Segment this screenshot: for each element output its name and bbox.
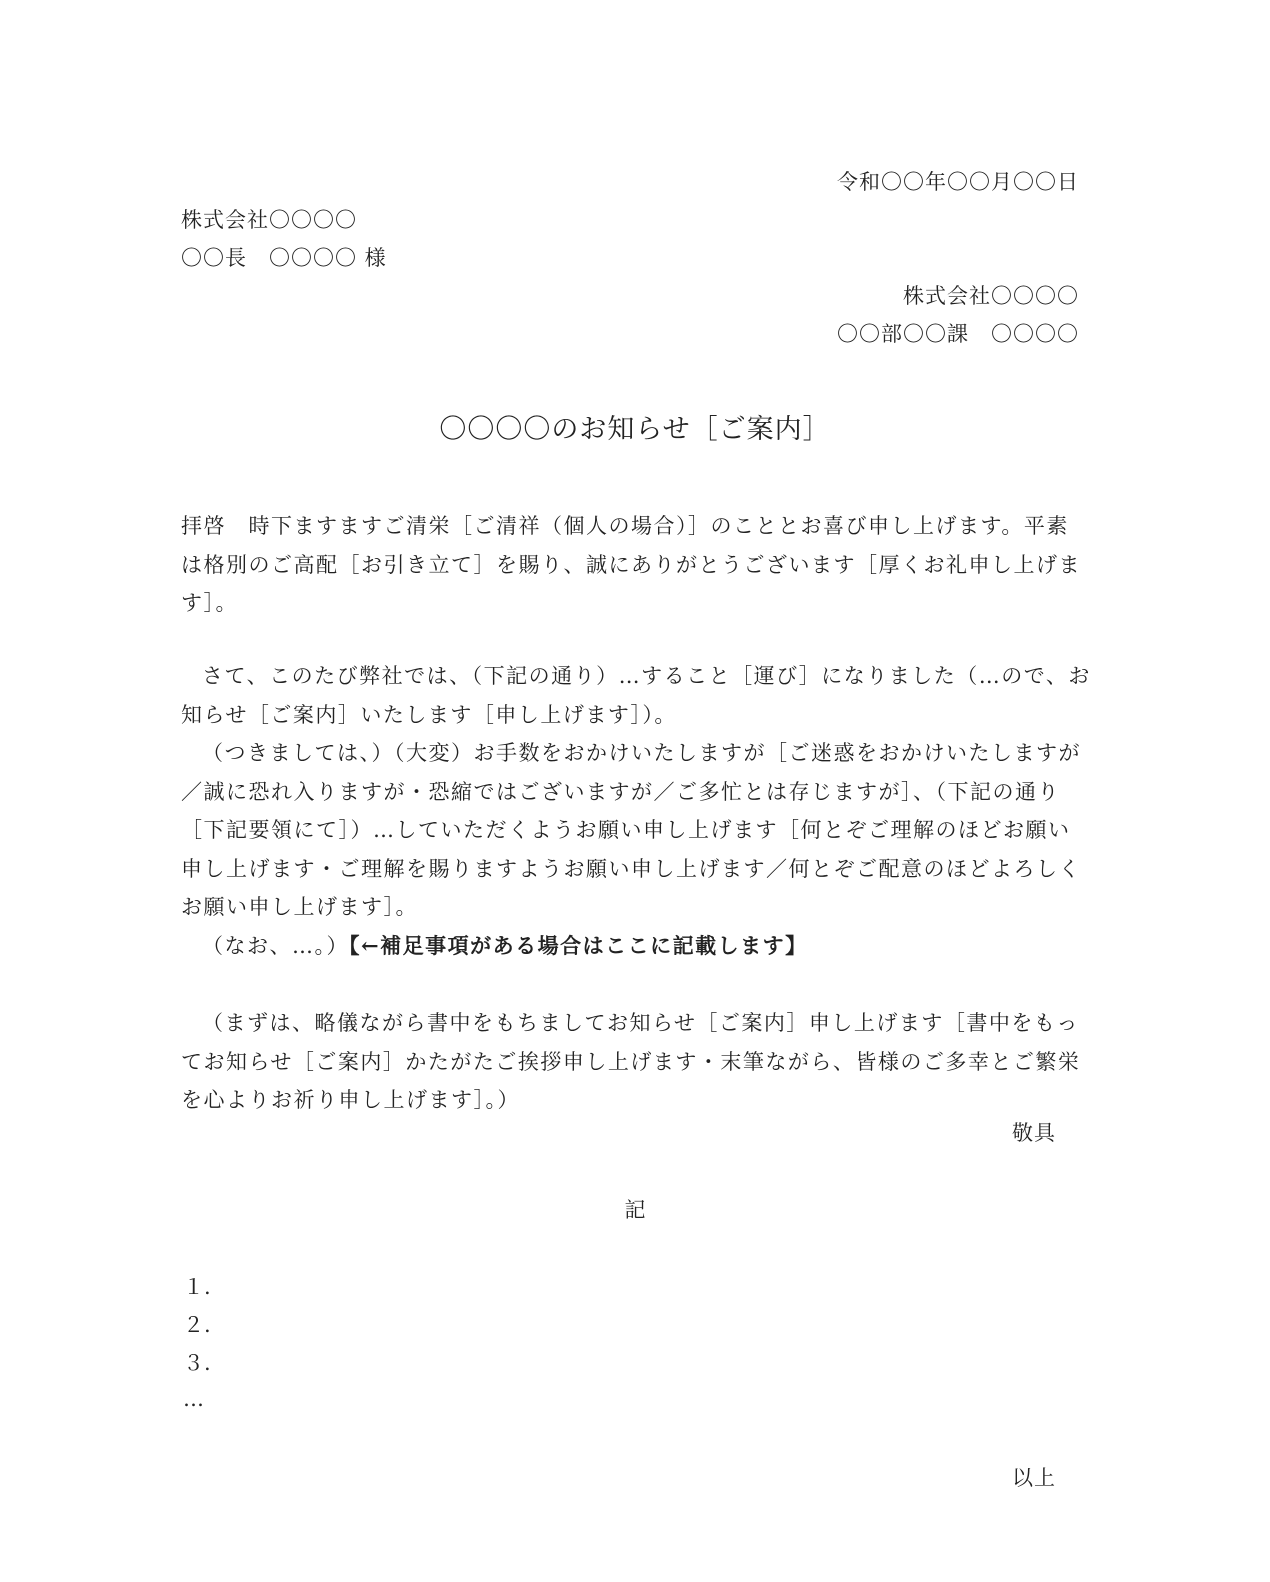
document-date: 令和〇〇年〇〇月〇〇日: [837, 170, 1079, 194]
body-paragraph-2: （つきましては、）（大変）お手数をおかけいたしますが［ご迷惑をおかけいたしますが／誠に恐れ入りますが・恐縮ではございますが／ご多忙とは存じますが］、（下記の通り［下記要領にて］）…していただくようお願い申し上げます［何とぞご理解のほどお願い申し上げます・ご理解を賜りますようお願い申し上げます／何とぞご配意のほどよろしくお願い申し上げます］。: [181, 741, 1081, 919]
supplement-text: （なお、…。）: [202, 934, 349, 958]
list-item: ３.: [183, 1351, 211, 1375]
recipient-company: 株式会社〇〇〇〇: [181, 208, 357, 232]
supplement-note: 【←補足事項がある場合はここに記載します】: [349, 933, 808, 958]
closing-paragraph: （まずは、略儀ながら書中をもちましてお知らせ［ご案内］申し上げます［書中をもってお知らせ［ご案内］かたがたご挨拶申し上げます・末筆ながら、皆様のご多幸とご繁栄を心よりお祈り申し上げます］。）: [181, 1011, 1081, 1112]
document-title: 〇〇〇〇のお知らせ［ご案内］: [439, 414, 831, 445]
body-paragraph-1: さて、このたび弊社では、（下記の通り）…すること［運び］になりました（…ので、お知らせ［ご案内］いたします［申し上げます］）。: [181, 664, 1091, 727]
list-item-ellipsis: …: [183, 1387, 204, 1411]
list-item: ２.: [183, 1313, 211, 1337]
greeting-paragraph: 拝啓 時下ますますご清栄［ご清祥（個人の場合）］のこととお喜び申し上げます。平素は格別のご高配［お引き立て］を賜り、誠にありがとうございます［厚くお礼申し上げます］。: [181, 514, 1081, 615]
ijou-closing: 以上: [1012, 1466, 1056, 1490]
keigu-closing: 敬具: [1012, 1121, 1056, 1145]
sender-department: 〇〇部〇〇課 〇〇〇〇: [837, 322, 1079, 346]
recipient-person: 〇〇長 〇〇〇〇 様: [181, 246, 387, 270]
body-paragraph-3: [181, 927, 1091, 966]
sender-company: 株式会社〇〇〇〇: [903, 284, 1079, 308]
ki-heading: 記: [624, 1198, 646, 1222]
list-item: １.: [183, 1275, 211, 1299]
